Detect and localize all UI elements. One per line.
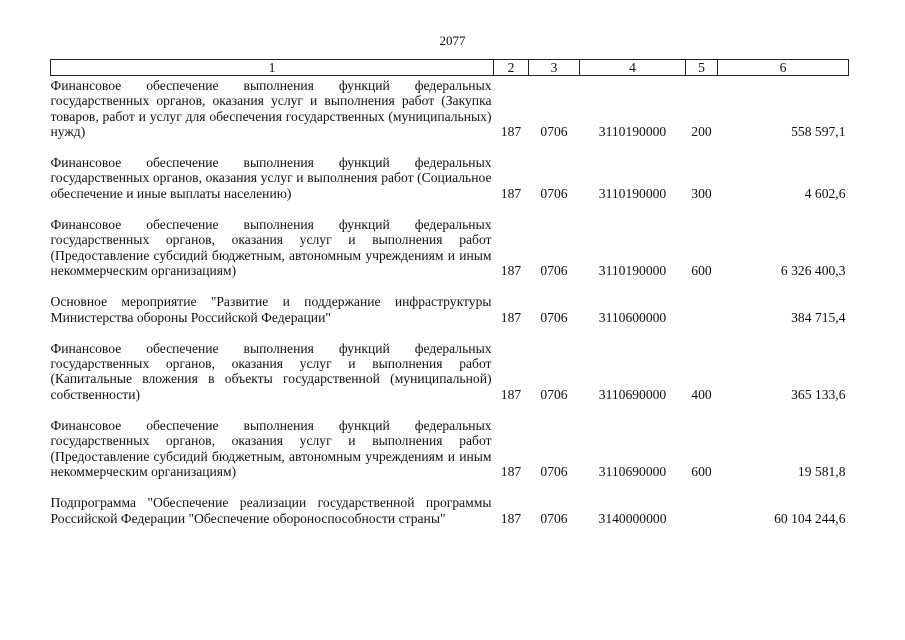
row-description: Финансовое обеспечение выполнения функций федеральных государственных органов, оказания услуг и выполнения работ (Социальное обеспечение и иные выплаты населению) bbox=[50, 155, 492, 201]
row-description: Финансовое обеспечение выполнения функций федеральных государственных органов, оказания услуг и выполнения работ (Закупка товаров, работ и услуг для обеспечения государственных (муниципальных) нужд) bbox=[50, 78, 492, 139]
row-amount: 365 133,6 bbox=[791, 386, 846, 402]
row-section-code: 0706 bbox=[540, 463, 568, 479]
row-expense-type: 200 bbox=[691, 123, 712, 139]
row-ministry-code: 187 bbox=[500, 185, 522, 201]
row-description: Финансовое обеспечение выполнения функций федеральных государственных органов, оказания услуг и выполнения работ (Капитальные вложения в объекты государственной (муниципальной) собственности) bbox=[50, 340, 492, 402]
row-expense-type: 600 bbox=[691, 463, 712, 479]
row-expense-type bbox=[686, 495, 718, 542]
column-header-6: 6 bbox=[718, 60, 849, 76]
column-header-1: 1 bbox=[51, 60, 494, 76]
row-section-code: 0706 bbox=[540, 185, 568, 201]
row-target-code: 3110690000 bbox=[598, 463, 667, 479]
row-ministry-code: 187 bbox=[500, 123, 522, 139]
row-amount: 558 597,1 bbox=[791, 123, 846, 139]
row-description: Основное мероприятие "Развитие и поддержание инфраструктуры Министерства обороны Российской Федерации" bbox=[50, 294, 492, 325]
row-description: Подпрограмма "Обеспечение реализации государственной программы Российской Федерации "Обеспечение обороноспособности страны" bbox=[50, 495, 492, 526]
table-row bbox=[51, 418, 849, 495]
table-row bbox=[51, 495, 849, 542]
table-row bbox=[51, 76, 849, 156]
row-ministry-code: 187 bbox=[500, 309, 522, 325]
row-ministry-code: 187 bbox=[500, 510, 522, 526]
table-row bbox=[51, 341, 849, 418]
row-ministry-code: 187 bbox=[500, 386, 522, 402]
row-ministry-code: 187 bbox=[500, 463, 522, 479]
row-target-code: 3110600000 bbox=[598, 309, 667, 325]
row-target-code: 3110190000 bbox=[598, 123, 667, 139]
table-body bbox=[51, 76, 849, 542]
table-header bbox=[51, 60, 849, 76]
row-amount: 6 326 400,3 bbox=[780, 262, 846, 278]
row-expense-type: 300 bbox=[691, 185, 712, 201]
row-target-code: 3140000000 bbox=[598, 510, 667, 526]
column-header-3: 3 bbox=[529, 60, 580, 76]
row-section-code: 0706 bbox=[540, 510, 568, 526]
row-expense-type bbox=[686, 294, 718, 341]
row-target-code: 3110190000 bbox=[598, 262, 667, 278]
row-amount: 60 104 244,6 bbox=[774, 510, 846, 526]
row-description: Финансовое обеспечение выполнения функций федеральных государственных органов, оказания услуг и выполнения работ (Предоставление субсидий бюджетным, автономным учреждениям и иным некоммерческим организациям) bbox=[50, 418, 492, 479]
row-section-code: 0706 bbox=[540, 309, 568, 325]
column-header-5: 5 bbox=[686, 60, 718, 76]
row-amount: 384 715,4 bbox=[791, 309, 846, 325]
row-amount: 4 602,6 bbox=[804, 185, 846, 201]
table-row bbox=[51, 155, 849, 217]
budget-table bbox=[50, 59, 849, 542]
row-expense-type: 400 bbox=[691, 386, 712, 402]
header-row bbox=[51, 60, 849, 76]
row-section-code: 0706 bbox=[540, 262, 568, 278]
column-header-2: 2 bbox=[494, 60, 529, 76]
row-amount: 19 581,8 bbox=[797, 463, 846, 479]
row-target-code: 3110190000 bbox=[598, 185, 667, 201]
row-section-code: 0706 bbox=[540, 123, 568, 139]
table-row bbox=[51, 294, 849, 341]
page-number: 2077 bbox=[439, 33, 466, 48]
column-header-4: 4 bbox=[580, 60, 686, 76]
row-expense-type: 600 bbox=[691, 262, 712, 278]
row-description: Финансовое обеспечение выполнения функций федеральных государственных органов, оказания услуг и выполнения работ (Предоставление субсидий бюджетным, автономным учреждениям и иным некоммерческим организациям) bbox=[50, 217, 492, 278]
table-row bbox=[51, 217, 849, 294]
row-section-code: 0706 bbox=[540, 386, 568, 402]
row-ministry-code: 187 bbox=[500, 262, 522, 278]
row-target-code: 3110690000 bbox=[598, 386, 667, 402]
